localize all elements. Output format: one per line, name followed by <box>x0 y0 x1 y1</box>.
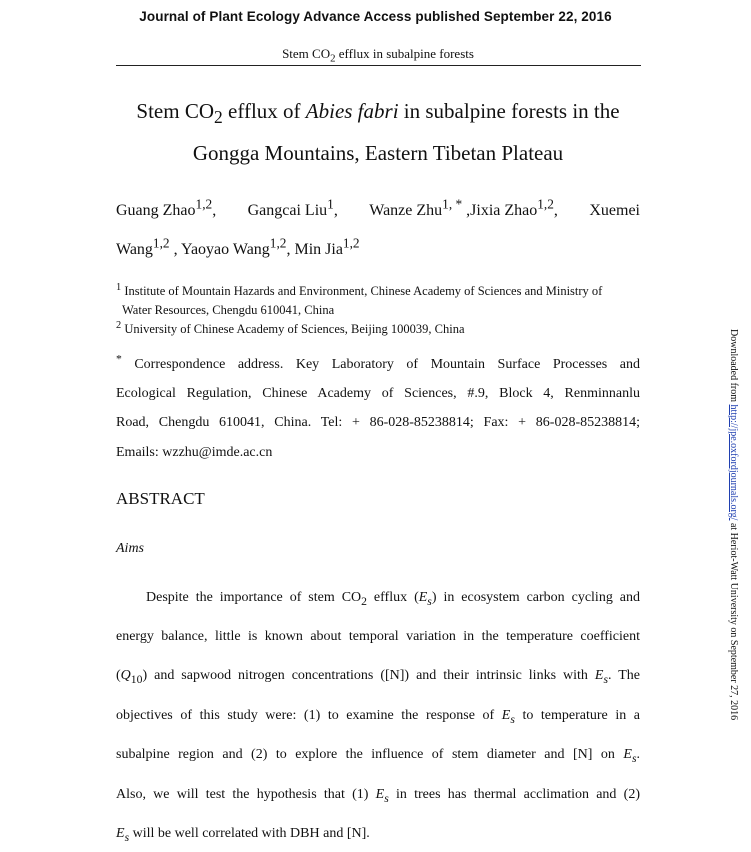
affiliation-text: University of Chinese Academy of Sciences, Beijing 100039, China <box>121 322 465 336</box>
abstract-line-5 <box>116 747 640 763</box>
author-sep: , <box>333 202 338 219</box>
abstract-line-6 <box>116 787 640 803</box>
author-name: Wanze Zhu <box>369 202 443 219</box>
symbol: Q <box>120 668 131 683</box>
text: . The <box>608 668 640 683</box>
title-species: Abies fabri <box>305 99 399 123</box>
author-sep: , <box>462 202 471 219</box>
author-affil: 1,2 <box>537 196 554 212</box>
text: in trees has thermal acclimation and (2) <box>388 787 640 802</box>
symbol: E <box>623 747 632 762</box>
author-affil: 1, * <box>442 196 463 212</box>
affiliation-1-cont: Water Resources, Chengdu 610041, China <box>122 303 335 317</box>
correspondence-text: Correspondence address. Key Laboratory of Mountain Surface Processes and <box>121 357 640 372</box>
title-subscript: 2 <box>214 107 223 128</box>
running-head <box>116 46 640 65</box>
subscript: s <box>510 712 515 726</box>
author-affil: 1,2 <box>269 235 287 251</box>
text: . <box>636 747 640 762</box>
affiliation-marker: 2 <box>116 319 122 331</box>
author <box>369 196 558 220</box>
subscript: s <box>603 672 608 686</box>
abstract-line-2: energy balance, little is known about temporal variation in the temperature coefficient <box>116 629 640 644</box>
subscript: s <box>384 791 389 805</box>
author-name: Min Jia <box>294 241 343 258</box>
text: ( <box>116 668 121 683</box>
author-name: Guang Zhao <box>116 202 196 219</box>
author-sep: , <box>212 202 217 219</box>
abstract-line-4 <box>116 708 640 724</box>
affiliation-marker: 1 <box>116 281 122 293</box>
journal-link[interactable]: http://jpe.oxfordjournals.org/ <box>728 404 739 521</box>
subscript: 10 <box>130 672 143 686</box>
subscript: s <box>631 751 637 765</box>
text: subalpine region and (2) to explore the influence of stem diameter and [N] on <box>116 747 624 762</box>
author-name: Gangcai Liu <box>247 202 328 219</box>
symbol: E <box>116 826 125 841</box>
text: objectives of this study were: (1) to examine the response of <box>116 708 502 723</box>
subscript: 2 <box>361 594 367 608</box>
correspondence-marker: * <box>116 352 122 366</box>
title-text: Stem CO <box>136 99 215 123</box>
correspondence-emails: Emails: wzzhu@imde.ac.cn <box>116 445 273 460</box>
subscript: s <box>427 594 432 608</box>
author-name: Jixia Zhao <box>470 202 538 219</box>
author-affil: 1,2 <box>342 235 360 251</box>
author-first-name: Xuemei <box>589 202 640 219</box>
symbol: E <box>418 590 428 605</box>
author-name: Yaoyao Wang <box>181 241 270 258</box>
symbol: E <box>375 787 385 802</box>
paper-title-line-1 <box>116 99 640 128</box>
text: Also, we will test the hypothesis that (1) <box>116 787 376 802</box>
author <box>116 196 217 220</box>
text: to temperature in a <box>514 708 641 723</box>
header-rule <box>116 65 641 66</box>
affiliation-text: Institute of Mountain Hazards and Environment, Chinese Academy of Sciences and Ministry of <box>121 284 603 298</box>
correspondence-line-3: Road, Chengdu 610041, China. Tel: + 86-028-85238814; Fax: + 86-028-85238814; <box>116 415 640 430</box>
affiliation-2 <box>116 319 640 337</box>
abstract-heading: ABSTRACT <box>116 489 205 508</box>
title-text: efflux of <box>222 99 306 123</box>
running-head-post: efflux in subalpine forests <box>335 46 474 61</box>
text: will be well correlated with DBH and [N]. <box>129 826 370 841</box>
author-line-1 <box>116 196 640 220</box>
author-line-2 <box>116 235 640 259</box>
text: ) in ecosystem carbon cycling and <box>431 590 640 605</box>
symbol: E <box>594 668 604 683</box>
author-affil: 1,2 <box>195 196 213 212</box>
paper-title-line-2: Gongga Mountains, Eastern Tibetan Plateau <box>192 141 564 165</box>
author-affil: 1 <box>327 196 334 212</box>
download-notice-text: at Heriot-Watt University on September 27, 2016 <box>728 520 739 721</box>
author-sep: , <box>553 202 558 219</box>
text: Despite the importance of stem CO <box>146 590 362 605</box>
download-notice <box>728 329 739 720</box>
author-surname: Wang <box>116 241 153 258</box>
author <box>247 196 338 220</box>
abstract-line-1 <box>146 590 640 606</box>
author-sep: , <box>169 241 178 258</box>
correspondence-line-2: Ecological Regulation, Chinese Academy of Sciences, #.9, Block 4, Renminnanlu <box>116 386 640 401</box>
author-sep: , <box>286 241 291 258</box>
symbol: E <box>501 708 511 723</box>
running-head-sub: 2 <box>330 52 336 65</box>
journal-banner: Journal of Plant Ecology Advance Access published September 22, 2016 <box>139 9 612 24</box>
affiliation-1 <box>116 281 640 299</box>
author-affil: 1,2 <box>152 235 170 251</box>
aims-heading: Aims <box>116 541 144 556</box>
subscript: s <box>124 830 130 844</box>
download-notice-text: Downloaded from <box>728 329 739 405</box>
abstract-line-7 <box>116 826 640 842</box>
text: ) and sapwood nitrogen concentrations ([N]) and their intrinsic links with <box>142 668 595 683</box>
text: efflux ( <box>366 590 419 605</box>
correspondence-line-1 <box>116 352 640 373</box>
running-head-pre: Stem CO <box>282 46 331 61</box>
abstract-line-3 <box>116 668 640 684</box>
title-text: in subalpine forests in the <box>398 99 620 123</box>
